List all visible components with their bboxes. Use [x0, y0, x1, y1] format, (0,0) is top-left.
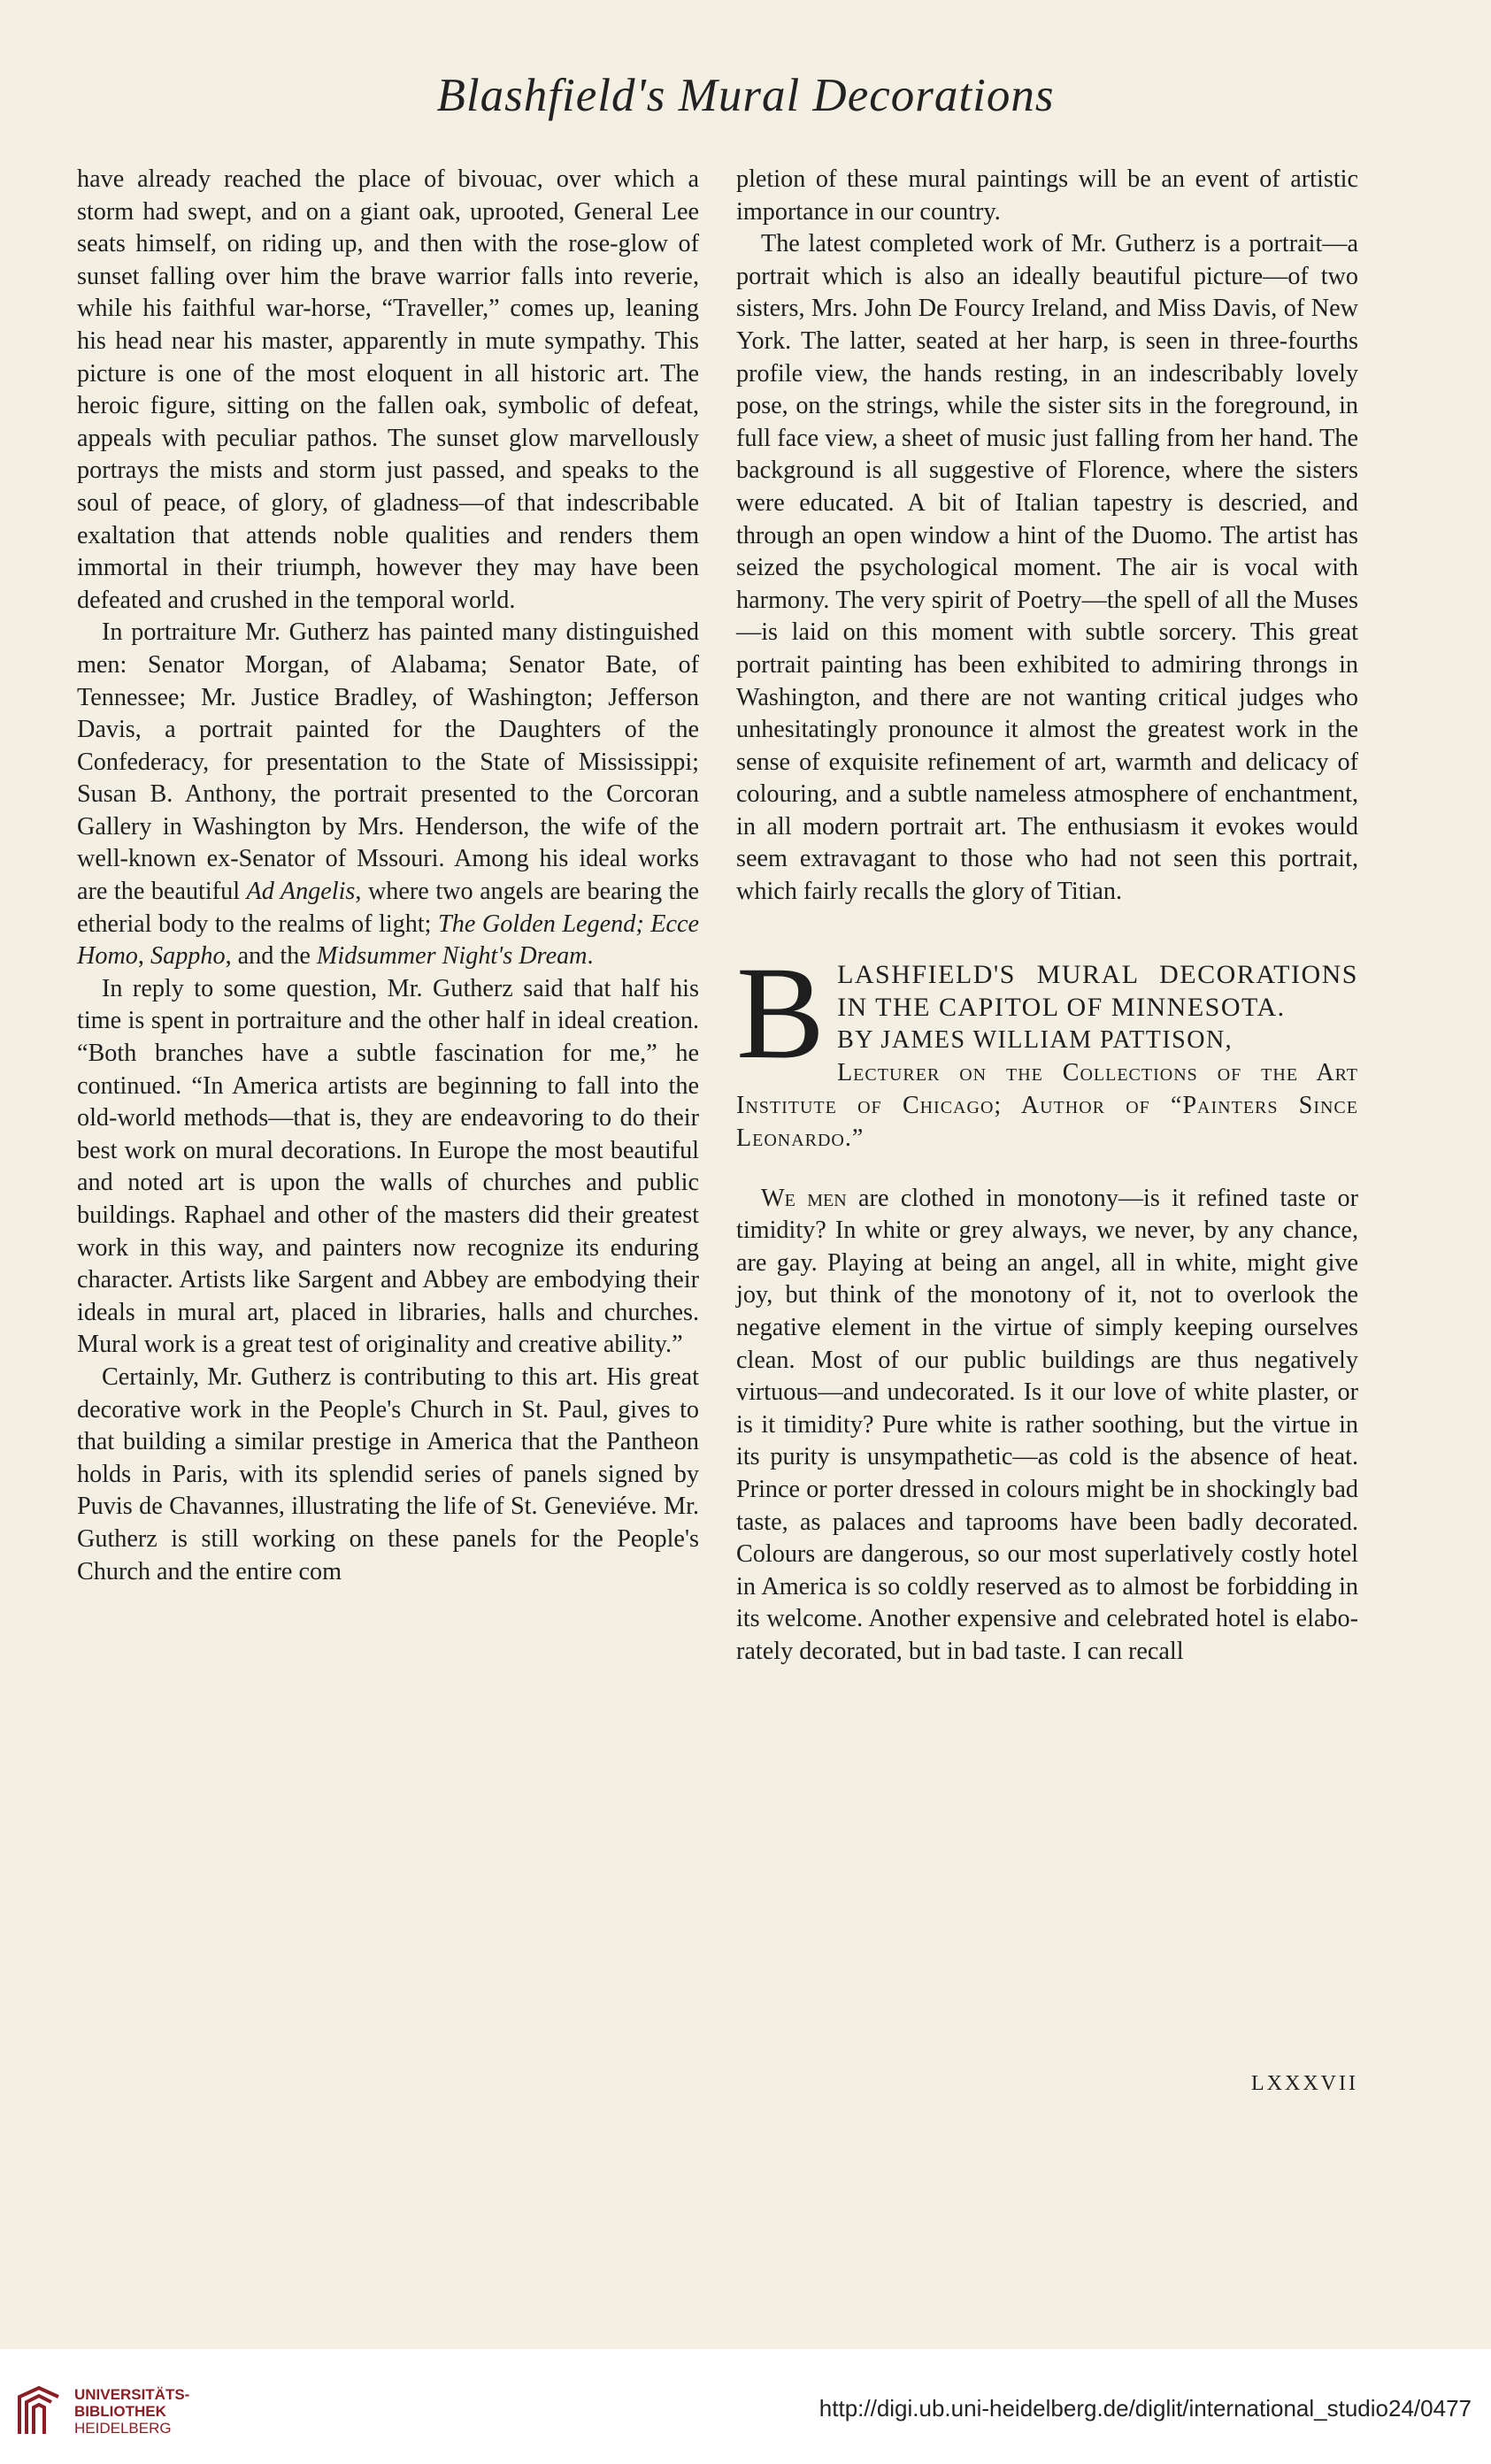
paragraph: have already reached the place of bivouac, over which a storm had swept, and on a giant oak, uprooted, General Lee seats himself, on riding up, and then with the rose-glow of sunset falling over him the brave warrior falls into reverie, while his faithful war-horse, “Traveller,” comes up, leaning his head near his master, apparently in mute sympathy. This picture is one of the most eloquent in all historic art. The heroic figure, sitting on the fallen oak, symbolic of defeat, appeals with peculiar pathos. The sunset glow marvellously portrays the mists and storm just passed, and speaks to the soul of peace, of glory, of gladness—of that indescribable exaltation that attends noble qualities and renders them immortal in their triumph, however they may have been defeated and crushed in the temporal world. — [77, 165, 699, 614]
paragraph — [736, 1183, 1358, 1669]
lead-in: We men — [761, 1184, 847, 1212]
footer-bar — [0, 2349, 1491, 2464]
left-column — [77, 164, 699, 1588]
library-name-line: BIBLIOTHEK — [74, 2402, 166, 2420]
page-number: LXXXVII — [1251, 2072, 1358, 2095]
paragraph: The latest completed work of Mr. Gutherz is a portrait—a portrait which is also an ideally beautiful picture—of two sisters, Mrs. John De Fourcy Ireland, and Miss Davis, of New York. The latter, seated at her harp, is seen in three-fourths profile view, the hands resting, in an indescribably lovely pose, on the strings, while the sister sits in the foreground, in full face view, a sheet of music just falling from her hand. The background is all suggestive of Florence, where the sisters were educated. A bit of Italian tapestry is descried, and through an open window a hint of the Duomo. The artist has seized the psychological moment. The air is vocal with harmony. The very spirit of Poetry—the spell of all the Muses—is laid on this moment with subtle sorcery. This great portrait painting has been exhibited to admiring throngs in Washington, and there are not wanting critical judges who unhesitatingly pronounce it almost the greatest work in the sense of exquisite refinement of art, warmth and delicacy of colouring, and a subtle nameless atmosphere of enchantment, in all modern portrait art. The enthusiasm it evokes would seem extravagant to those who had not seen this portrait, which fairly recalls the glory of Titian. — [736, 230, 1358, 906]
byline: BY JAMES WILLIAM PATTISON, — [837, 1025, 1234, 1054]
italic-title: The Golden Legend; Ecce Homo — [77, 910, 699, 971]
article-heading — [736, 939, 1358, 1155]
text-run: , and the — [225, 942, 317, 971]
library-logo[interactable] — [16, 2384, 189, 2437]
text-run: , — [137, 942, 150, 971]
italic-title: Midsummer Night's Dream — [316, 942, 588, 971]
right-column — [736, 164, 1358, 1669]
library-name-line: UNIVERSITÄTS- — [74, 2385, 190, 2403]
text-run: In portraiture Mr. Gutherz has painted many distinguished men: Senator Morgan, of Alabama; Senator Bate, of Tennessee; Mr. Justice Bradley, of Washington; Jefferson Davis, a portrait painted for the Daughters of the Confederacy, for presentation to the State of Mississippi; Susan B. Anthony, the portrait presented to the Corcoran Gallery in Washington by Mrs. Henderson, the wife of the well-known ex-Senator of Mssouri. Among his ideal works are the beautiful — [77, 618, 699, 906]
source-url-link[interactable]: http://digi.ub.uni-heidelberg.de/diglit/international_studio24/0477 — [819, 2395, 1472, 2422]
running-head: Blashfield's Mural Decorations — [436, 70, 1055, 121]
italic-title: Ad Angelis — [246, 878, 356, 906]
library-logo-icon — [16, 2384, 62, 2437]
paragraph — [77, 617, 699, 973]
paragraph: Certainly, Mr. Gutherz is contributing to this art. His great decorative work in the People's Church in St. Paul, gives to that building a similar prestige in America that the Pantheon holds in Paris, with its splendid series of panels signed by Puvis de Chavannes, illustrating the life of St. Geneviéve. Mr. Gutherz is still working on these panels for the People's Church and the entire com — [77, 1362, 699, 1585]
text-run: . — [587, 942, 594, 971]
italic-title: Sappho — [150, 942, 226, 971]
text-run: , where two angels are bearing the etherial body to the realms of light; — [77, 878, 699, 938]
text-run: are clothed in monotony—is it refined taste or timidity? In white or grey always, we never, by any chance, are gay. Playing at being an angel, all in white, might give joy, but think of the monotony of it, not to overlook the negative element in the virtue of simply keeping ourselves clean. Most of our public buildings are thus negatively virtuous—and undecorated. Is it our love of white plaster, or is it timidity? Pure white is rather soothing, but the virtue in its purity is unsympathetic—as cold is the absence of heat. Prince or porter dressed in colours might be in shockingly bad taste, as palaces and taprooms have been badly decorated. Colours are dangerous, so our most superlatively costly hotel in America is so coldly reserved as to almost be forbidding in its welcome. Another expensive and celebrated hotel is elaborately decorated, but in bad taste. I can recall — [736, 1184, 1358, 1665]
article-title: LASHFIELD'S MURAL DECORATIONS IN THE CAPITOL OF MINNESOTA. — [837, 959, 1358, 1022]
paragraph: In reply to some question, Mr. Gutherz said that half his time is spent in portraiture and the other half in ideal creation. “Both branches have a subtle fascination for me,” he continued. “In America artists are beginning to fall into the old-world methods—that is, they are endeavoring to do their best work on mural decorations. In Europe the most beautiful and noted art is upon the walls of churches and public buildings. Raphael and other of the masters did their greatest work in this way, and painters now recognize its enduring character. Artists like Sargent and Abbey are embodying their ideals in mural art, placed in libraries, halls and churches. Mural work is a great test of originality and creative ability.” — [77, 974, 699, 1359]
library-name — [74, 2386, 189, 2437]
paragraph: pletion of these mural paintings will be an event of artistic importance in our country. — [736, 165, 1358, 226]
drop-cap: B — [736, 939, 826, 1086]
library-name-line: HEIDELBERG — [74, 2419, 172, 2437]
author-affiliation: Lecturer on the Collections of the Art Institute of Chicago; Author of “Painters Since Leonardo.” — [736, 1058, 1358, 1152]
